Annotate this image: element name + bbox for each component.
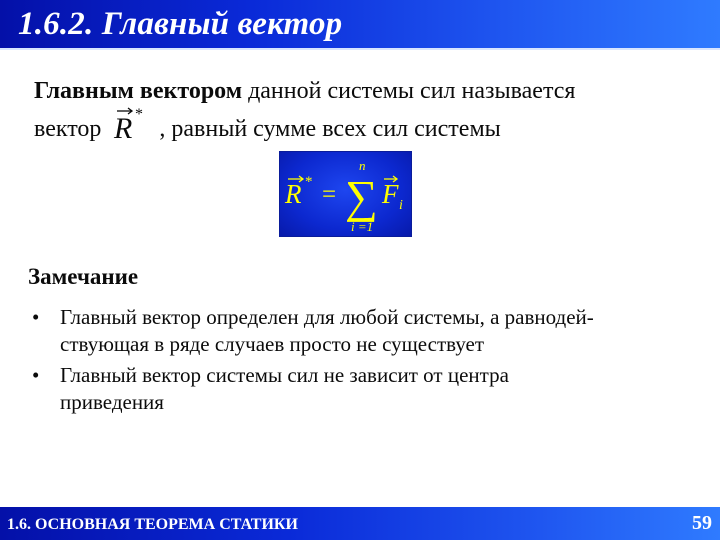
bullet-icon: • (32, 305, 40, 329)
definition-line-2 (34, 106, 694, 146)
formula-f-letter: F (382, 179, 399, 209)
bullet-1-line-1: Главный вектор определен для любой системы, а равнодей- (60, 305, 594, 329)
formula-equals: = (322, 181, 337, 208)
definition-line2-end: , равный сумме всех сил системы (159, 116, 501, 142)
inline-r-letter: R (114, 112, 133, 144)
list-item (32, 362, 692, 416)
formula-lower-limit: i =1 (351, 219, 374, 234)
title-bar (0, 0, 720, 50)
footer-section-title: 1.6. ОСНОВНАЯ ТЕОРЕМА СТАТИКИ (7, 516, 298, 533)
bullet-1-line-2: ствующая в ряде случаев просто не существует (60, 332, 485, 356)
inline-r-star: * (135, 106, 144, 123)
formula-r-letter: R (285, 179, 302, 209)
bullet-2-line-2: приведения (60, 390, 164, 414)
slide-title: 1.6.2. Главный вектор (18, 6, 343, 42)
definition-term: Главным вектором (34, 78, 243, 104)
definition-vector-word: вектор (34, 116, 102, 142)
definition-line-1 (34, 74, 694, 108)
footer-bar (0, 507, 720, 540)
main-vector-formula (279, 151, 412, 237)
remark-heading: Замечание (28, 264, 139, 289)
page-number: 59 (692, 512, 712, 534)
list-item (32, 304, 692, 358)
remark-list (32, 304, 692, 420)
formula-f-subscript: i (399, 198, 403, 213)
formula-r-star: * (305, 174, 313, 190)
formula-upper-limit: n (359, 158, 366, 173)
vector-r-star-symbol (111, 106, 155, 144)
formula-sum-symbol: ∑ (345, 171, 378, 222)
definition-line1-rest: данной системы сил называется (242, 78, 576, 104)
bullet-icon: • (32, 363, 40, 387)
bullet-2-line-1: Главный вектор системы сил не зависит от центра (60, 363, 509, 387)
